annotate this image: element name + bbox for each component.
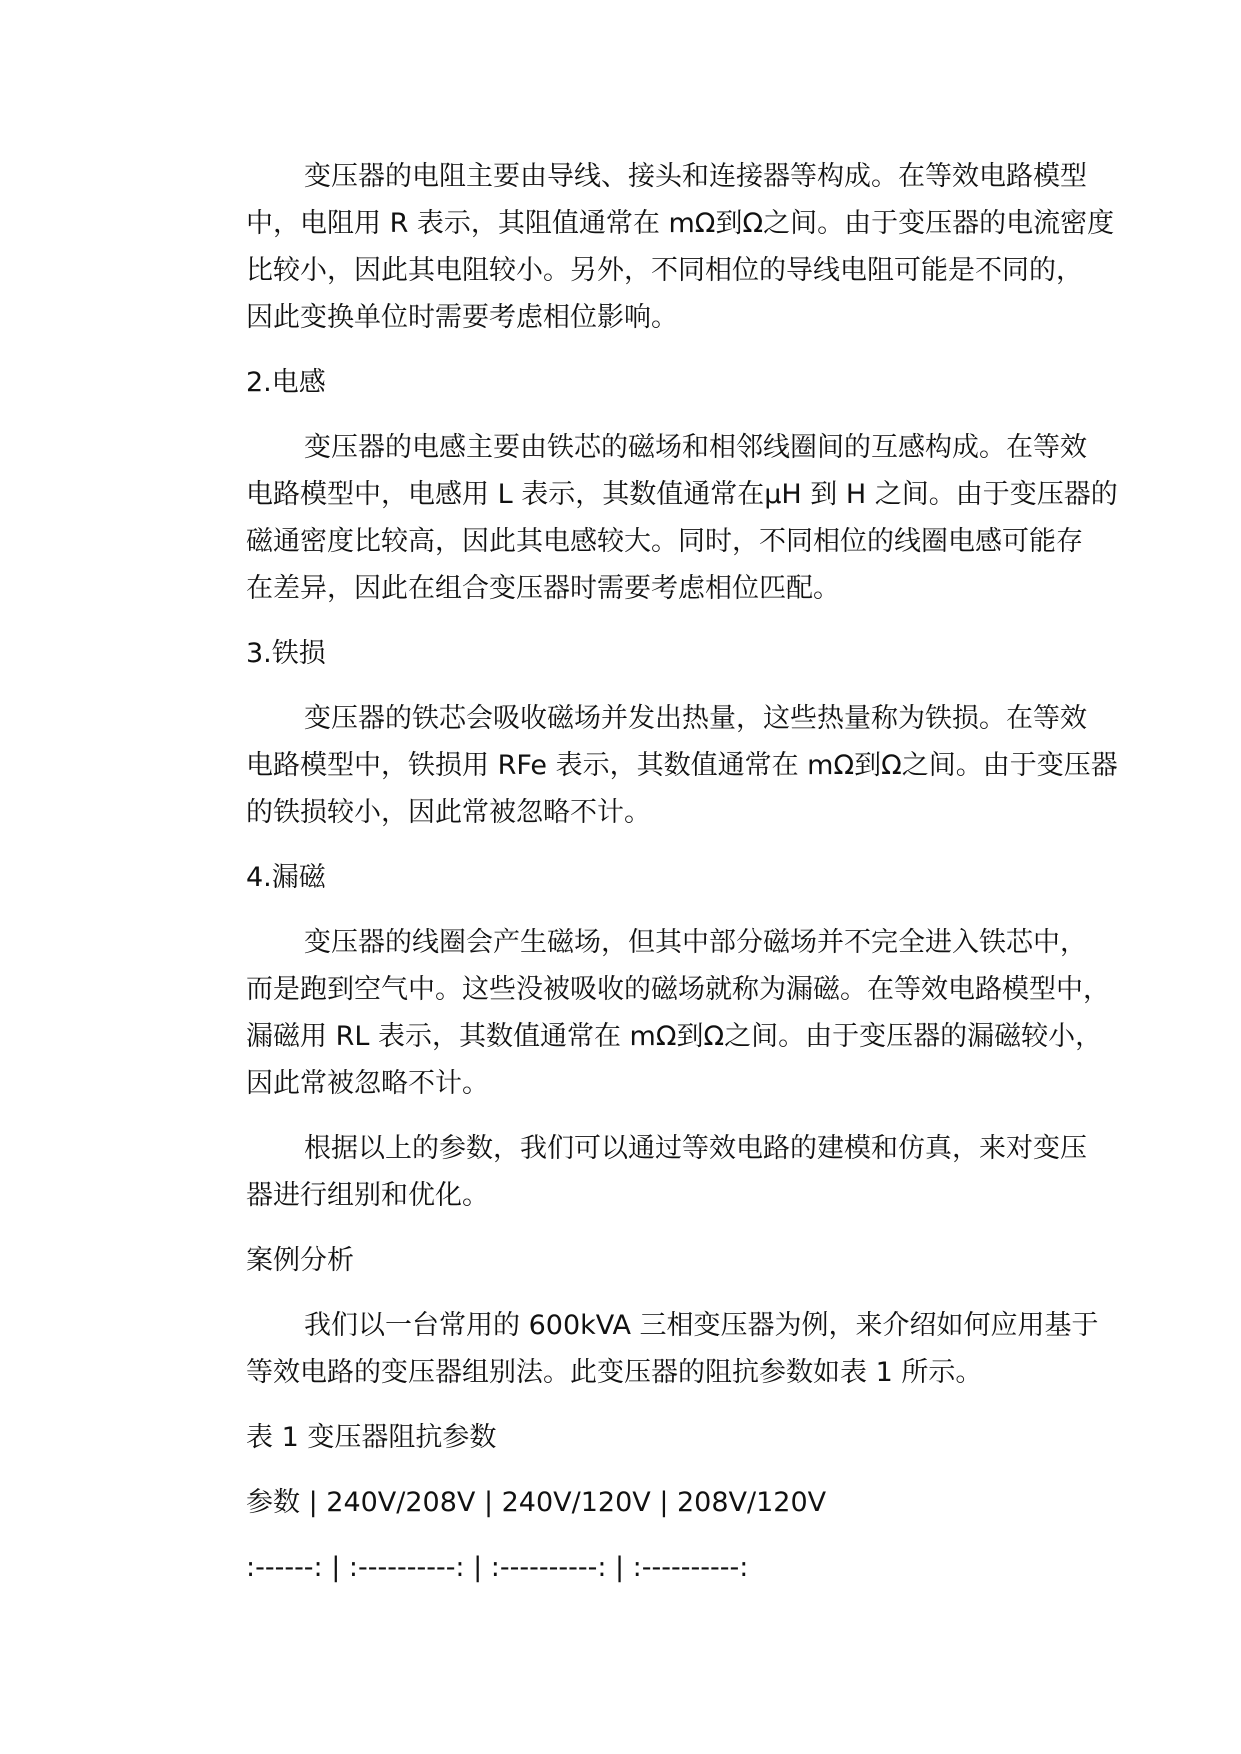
text-line: 根据以上的参数，我们可以通过等效电路的建模和仿真，来对变压: [304, 1133, 1087, 1164]
heading-leakage: 4.漏磁: [246, 862, 326, 893]
text-line: 等效电路的变压器组别法。此变压器的阻抗参数如表 1 所示。: [246, 1357, 983, 1388]
text-line: 而是跑到空气中。这些没被吸收的磁场就称为漏磁。在等效电路模型中，: [246, 974, 1110, 1005]
text-line: 磁通密度比较高，因此其电感较大。同时，不同相位的线圈电感可能存: [246, 526, 1083, 557]
text-line: 电路模型中，铁损用 RFe 表示，其数值通常在 mΩ到Ω之间。由于变压器: [246, 750, 1118, 781]
text-line: 漏磁用 RL 表示，其数值通常在 mΩ到Ω之间。由于变压器的漏磁较小，: [246, 1021, 1103, 1052]
text-line: 因此变换单位时需要考虑相位影响。: [246, 302, 678, 333]
text-line: 变压器的线圈会产生磁场，但其中部分磁场并不完全进入铁芯中，: [304, 927, 1087, 958]
paragraph-iron-loss: [188, 695, 1118, 836]
text-line: 变压器的铁芯会吸收磁场并发出热量，这些热量称为铁损。在等效: [304, 703, 1087, 734]
text-line: 变压器的电感主要由铁芯的磁场和相邻线圈间的互感构成。在等效: [304, 432, 1087, 463]
paragraph-summary: [188, 1125, 1087, 1219]
text-line: 电路模型中，电感用 L 表示，其数值通常在μH 到 H 之间。由于变压器的: [246, 479, 1118, 510]
heading-case-analysis: 案例分析: [246, 1245, 354, 1276]
text-line: 变压器的电阻主要由导线、接头和连接器等构成。在等效电路模型: [304, 161, 1087, 192]
paragraph-case: [188, 1302, 1099, 1396]
table-header-row: 参数 | 240V/208V | 240V/120V | 208V/120V: [246, 1487, 827, 1518]
text-line: 因此常被忽略不计。: [246, 1068, 489, 1099]
text-line: 器进行组别和优化。: [246, 1180, 489, 1211]
paragraph-resistance: [188, 153, 1115, 341]
heading-iron-loss: 3.铁损: [246, 638, 326, 669]
heading-inductance: 2.电感: [246, 367, 326, 398]
text-line: 中，电阻用 R 表示，其阻值通常在 mΩ到Ω之间。由于变压器的电流密度: [246, 208, 1115, 239]
document-body: [188, 153, 1118, 1609]
table-alignment-row: :------: | :----------: | :----------: | :----------:: [246, 1552, 749, 1583]
paragraph-leakage: [188, 919, 1110, 1107]
text-line: 的铁损较小，因此常被忽略不计。: [246, 797, 651, 828]
text-line: 在差异，因此在组合变压器时需要考虑相位匹配。: [246, 573, 840, 604]
text-line: 我们以一台常用的 600kVA 三相变压器为例，来介绍如何应用基于: [304, 1310, 1099, 1341]
text-line: 比较小，因此其电阻较小。另外，不同相位的导线电阻可能是不同的，: [246, 255, 1083, 286]
table-caption: 表 1 变压器阻抗参数: [246, 1422, 497, 1453]
paragraph-inductance: [188, 424, 1118, 612]
